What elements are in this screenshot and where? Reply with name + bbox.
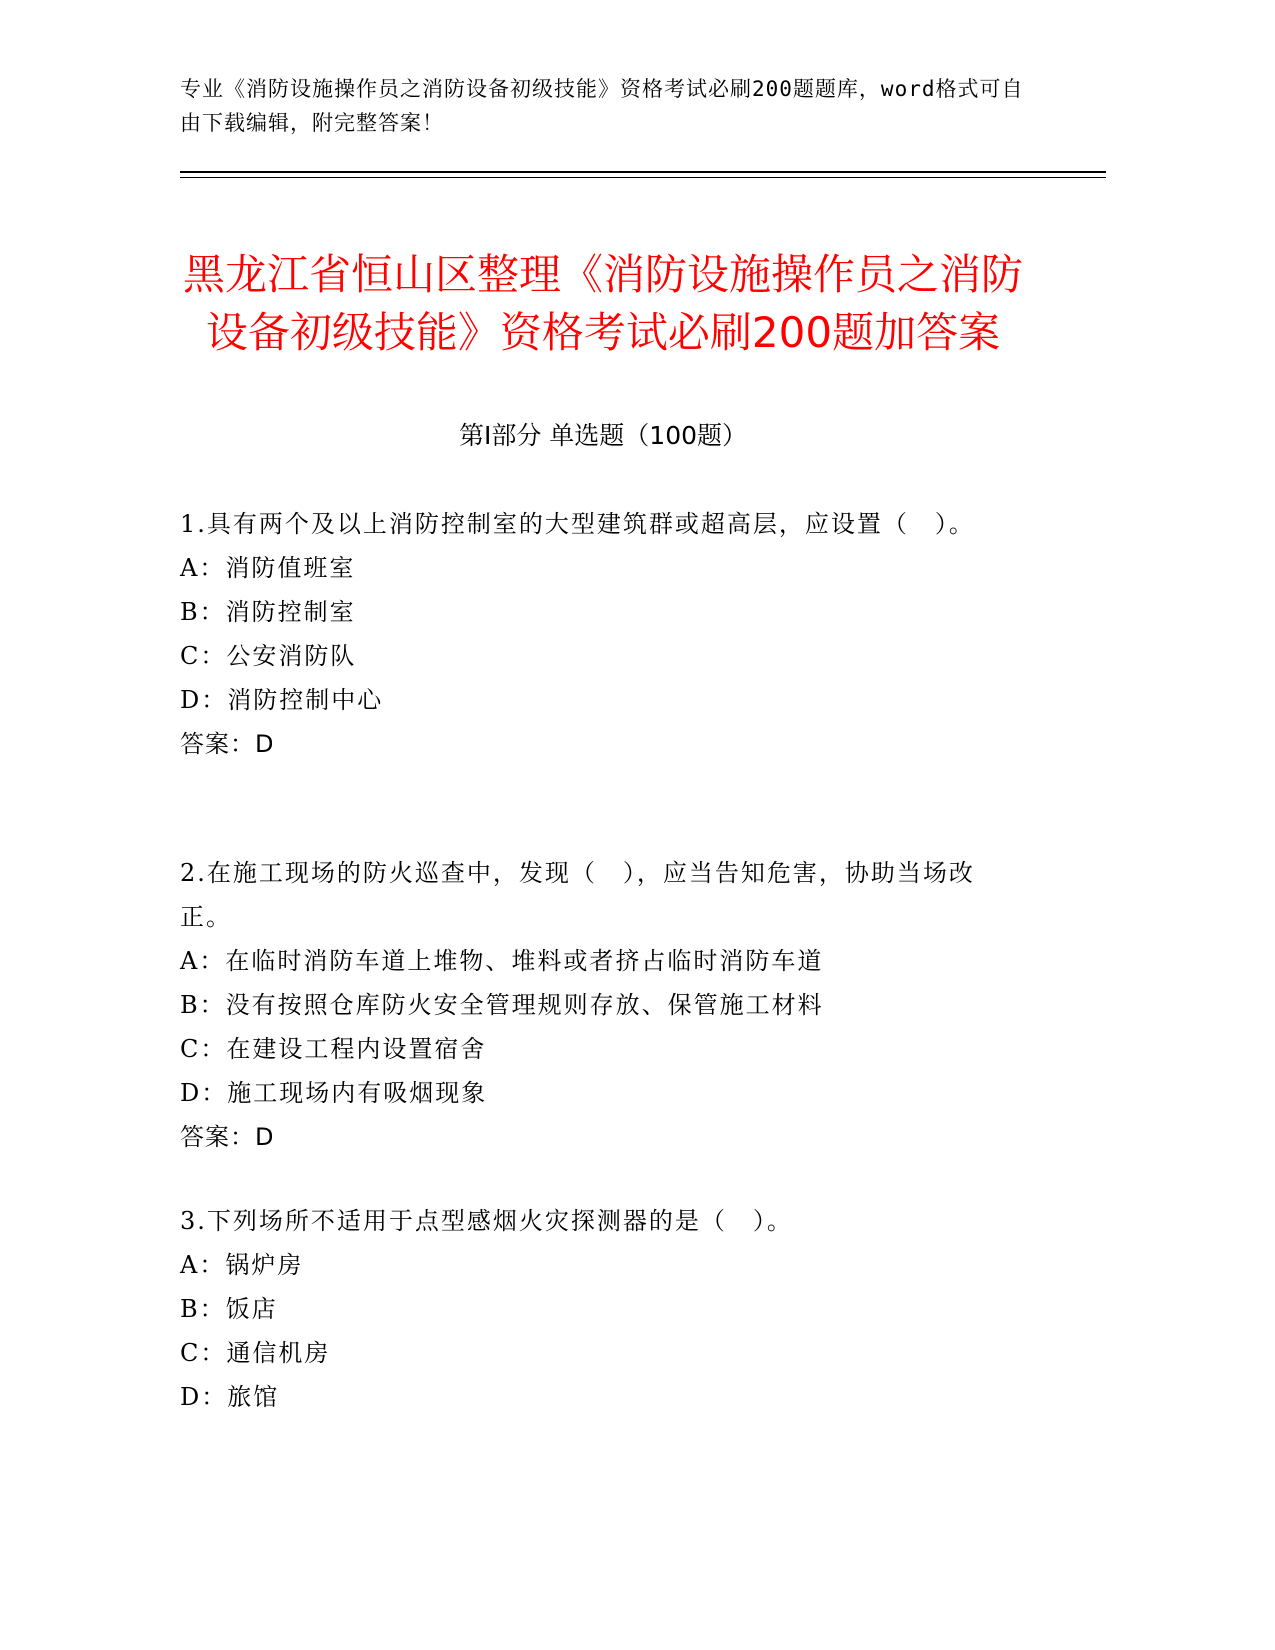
section-heading: 第Ⅰ部分 单选题（100题） bbox=[458, 421, 748, 450]
option-b: B：饭店 bbox=[180, 1295, 278, 1323]
question-2 bbox=[180, 851, 1020, 1159]
question-stem: 2.在施工现场的防火巡查中，发现（ ），应当告知危害，协助当场改正。 bbox=[180, 859, 975, 931]
option-c: C：通信机房 bbox=[180, 1339, 331, 1367]
question-1 bbox=[180, 502, 1020, 766]
question-3 bbox=[180, 1199, 1020, 1419]
header-rule-thick bbox=[180, 171, 1106, 173]
option-d: D：旅馆 bbox=[180, 1383, 280, 1411]
option-c: C：在建设工程内设置宿舍 bbox=[180, 1035, 487, 1063]
option-d: D：消防控制中心 bbox=[180, 686, 384, 714]
question-stem: 3.下列场所不适用于点型感烟火灾探测器的是（ ）。 bbox=[180, 1207, 793, 1235]
option-b: B：没有按照仓库防火安全管理规则存放、保管施工材料 bbox=[180, 991, 824, 1019]
document-title: 黑龙江省恒山区整理《消防设施操作员之消防设备初级技能》资格考试必刷200题加答案 bbox=[182, 250, 1023, 358]
answer: 答案：D bbox=[180, 1123, 275, 1151]
header-rule-thin bbox=[180, 177, 1106, 178]
question-stem: 1.具有两个及以上消防控制室的大型建筑群或超高层，应设置（ ）。 bbox=[180, 510, 975, 538]
option-a: A：在临时消防车道上堆物、堆料或者挤占临时消防车道 bbox=[180, 947, 824, 975]
option-a: A：锅炉房 bbox=[180, 1251, 304, 1279]
option-b: B：消防控制室 bbox=[180, 598, 356, 626]
answer: 答案：D bbox=[180, 730, 275, 758]
option-a: A：消防值班室 bbox=[180, 554, 356, 582]
option-c: C：公安消防队 bbox=[180, 642, 357, 670]
option-d: D：施工现场内有吸烟现象 bbox=[180, 1079, 488, 1107]
header-note: 专业《消防设施操作员之消防设备初级技能》资格考试必刷200题题库，word格式可自由下载编辑，附完整答案！ bbox=[180, 77, 1024, 135]
